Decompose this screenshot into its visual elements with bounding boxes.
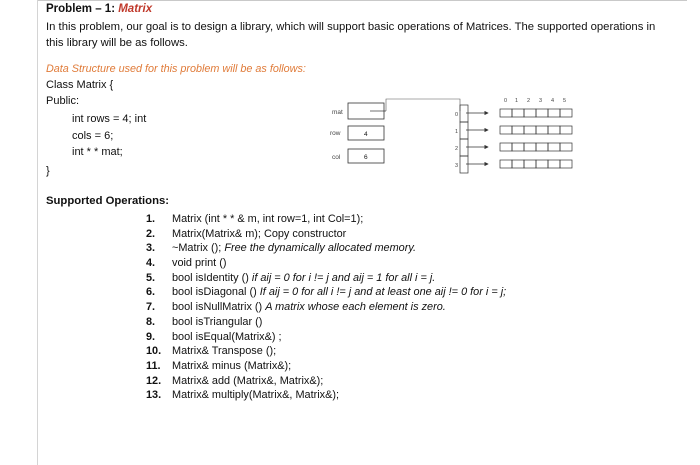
col-label: col <box>332 154 341 161</box>
matrix-cell <box>560 160 572 168</box>
operation-text: bool isNullMatrix () <box>172 301 266 314</box>
code-public: Public: <box>46 95 80 107</box>
matrix-cell <box>536 126 548 134</box>
matrix-cell <box>548 109 560 117</box>
operation-text: bool isEqual(Matrix&) ; <box>172 330 282 343</box>
mat-link-line <box>386 99 460 111</box>
operation-text: ~Matrix (); <box>172 242 225 255</box>
operation-text: Matrix& multiply(Matrix&, Matrix&); <box>172 389 340 402</box>
operation-note: A matrix whose each element is zero. <box>265 301 446 314</box>
matrix-cell <box>524 109 536 117</box>
row-index: 2 <box>455 146 459 152</box>
operation-item <box>146 300 506 315</box>
operation-text: Matrix& add (Matrix&, Matrix&); <box>172 374 324 387</box>
operation-number: 8. <box>146 315 156 328</box>
matrix-cell <box>548 143 560 151</box>
problem-title <box>46 3 152 15</box>
matrix-cell <box>512 143 524 151</box>
top-border <box>37 0 687 1</box>
matrix-cell <box>536 160 548 168</box>
matrix-cell <box>512 160 524 168</box>
operation-number: 6. <box>146 286 156 299</box>
code-mat: int * * mat; <box>72 146 123 158</box>
matrix-cell <box>536 109 548 117</box>
matrix-cell <box>512 126 524 134</box>
operation-item <box>146 241 506 256</box>
operation-number: 11. <box>146 359 161 372</box>
row-index: 3 <box>455 163 459 169</box>
operation-number: 5. <box>146 271 156 284</box>
row-pointer-cell <box>460 105 468 122</box>
operation-number: 13. <box>146 389 162 402</box>
matrix-cell <box>560 126 572 134</box>
matrix-cell <box>548 160 560 168</box>
operation-item <box>146 344 506 359</box>
operation-number: 10. <box>146 345 162 358</box>
code-cols: cols = 6; <box>72 130 114 142</box>
operation-item <box>146 256 506 271</box>
operation-text: void print () <box>172 257 227 270</box>
operation-number: 3. <box>146 242 156 255</box>
row-arrays <box>466 109 572 168</box>
matrix-cell <box>512 109 524 117</box>
operations-list <box>146 212 506 403</box>
operation-item <box>146 374 506 389</box>
operation-text: bool isDiagonal () <box>172 286 260 299</box>
row-label: row <box>330 130 341 137</box>
operation-number: 4. <box>146 257 156 270</box>
operation-text: bool isTriangular () <box>172 315 263 328</box>
row-pointer-cell <box>460 139 468 156</box>
row-value: 4 <box>364 131 368 138</box>
operation-number: 7. <box>146 301 156 314</box>
matrix-cell <box>536 143 548 151</box>
code-rows: int rows = 4; int <box>72 113 147 125</box>
matrix-cell <box>500 109 512 117</box>
col-index: 3 <box>539 98 543 104</box>
operation-number: 12. <box>146 374 162 387</box>
row-index: 0 <box>455 112 459 118</box>
operation-note: If aij = 0 for all i != j and at least one aij != 0 for i = j; <box>259 286 507 299</box>
operation-number: 1. <box>146 213 156 225</box>
code-class-line: Class Matrix { <box>46 79 114 91</box>
matrix-cell <box>560 109 572 117</box>
operation-text: bool isIdentity () <box>172 271 252 284</box>
col-index: 2 <box>527 98 531 104</box>
operation-number: 2. <box>146 227 156 240</box>
matrix-cell <box>500 160 512 168</box>
mat-label: mat <box>332 109 343 116</box>
title-prefix: Problem – 1: <box>46 3 119 15</box>
operation-note: Free the dynamically allocated memory. <box>224 242 417 255</box>
operation-item <box>146 285 506 300</box>
row-index: 1 <box>455 129 459 135</box>
operation-item <box>146 212 506 227</box>
matrix-cell <box>500 126 512 134</box>
col-value: 6 <box>364 154 368 161</box>
intro-paragraph: In this problem, our goal is to design a library, which will support basic operations of Matrices. The supported operations in this library will be as follows. <box>46 21 656 49</box>
code-close-brace: } <box>46 165 50 177</box>
col-index: 4 <box>551 98 555 104</box>
row-pointer-cell <box>460 156 468 173</box>
operations-heading: Supported Operations: <box>46 195 170 207</box>
col-index: 5 <box>563 98 567 104</box>
matrix-cell <box>548 126 560 134</box>
operation-item <box>146 227 506 242</box>
matrix-cell <box>560 143 572 151</box>
matrix-memory-diagram <box>320 93 600 188</box>
operation-text: Matrix& minus (Matrix&); <box>172 359 292 372</box>
operation-note: if aij = 0 for i != j and aij = 1 for all i = j. <box>251 271 436 284</box>
data-structure-note: Data Structure used for this problem will be as follows: <box>46 63 306 75</box>
operation-item <box>146 388 506 403</box>
matrix-cell <box>524 126 536 134</box>
operation-text: Matrix(Matrix& m); Copy constructor <box>172 227 347 240</box>
operation-number: 9. <box>146 330 156 343</box>
row-pointer-cell <box>460 122 468 139</box>
left-border <box>37 0 38 465</box>
matrix-cell <box>500 143 512 151</box>
operation-text: Matrix (int * * & m, int row=1, int Col=1); <box>172 213 364 225</box>
operation-text: Matrix& Transpose (); <box>172 345 277 358</box>
row-pointer-array <box>460 105 468 173</box>
operation-item <box>146 359 506 374</box>
col-index: 1 <box>515 98 519 104</box>
col-index: 0 <box>504 98 508 104</box>
operation-item <box>146 330 506 345</box>
title-accent: Matrix <box>118 3 153 15</box>
operation-item <box>146 271 506 286</box>
matrix-cell <box>524 160 536 168</box>
matrix-cell <box>524 143 536 151</box>
operation-item <box>146 315 506 330</box>
